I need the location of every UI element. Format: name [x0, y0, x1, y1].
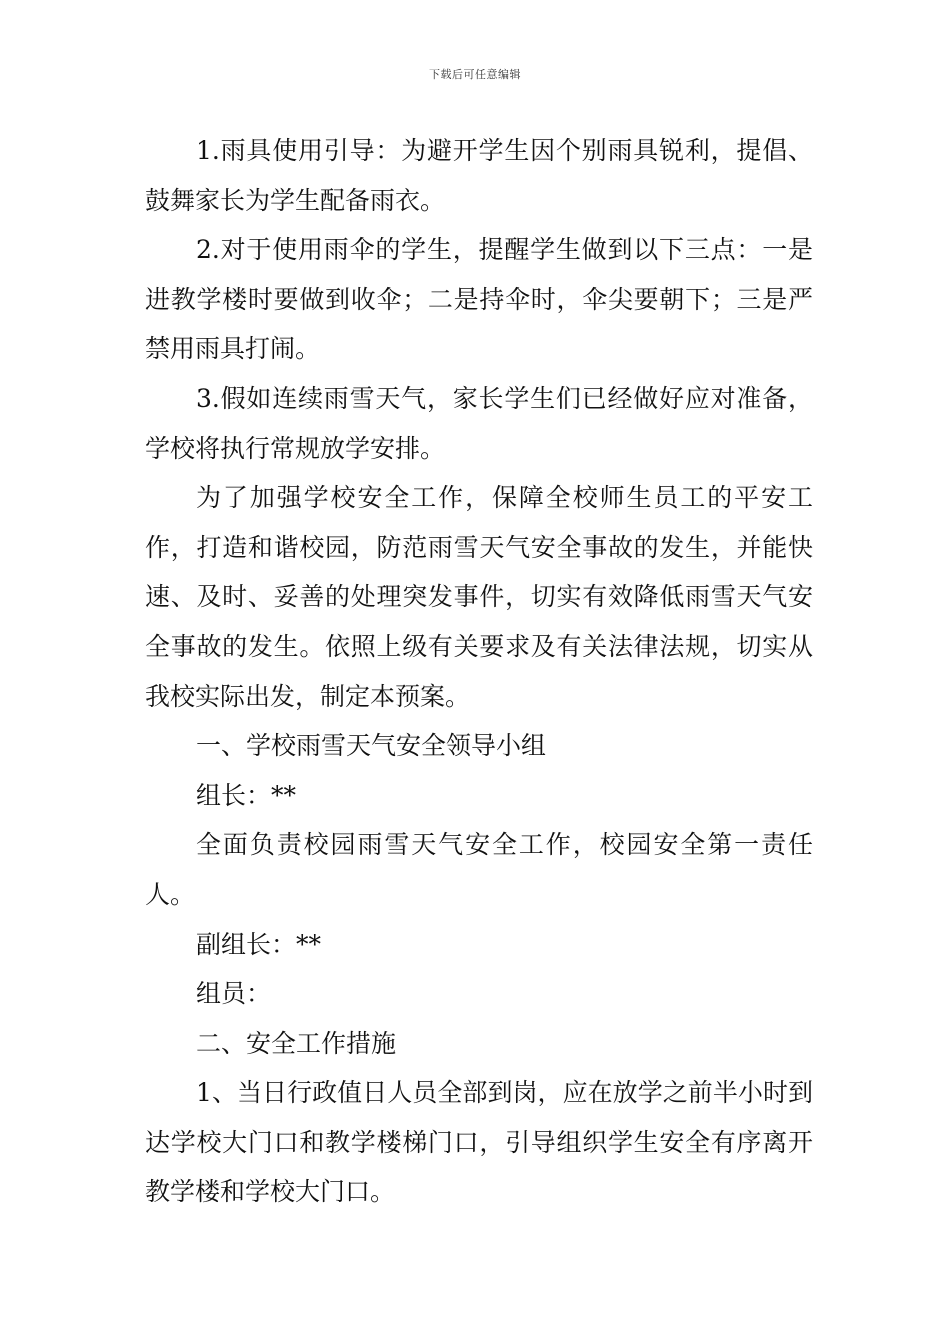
paragraph-leader-duty: 全面负责校园雨雪天气安全工作，校园安全第一责任人。 [145, 830, 813, 909]
paragraph-deputy-leader: 副组长：** [196, 929, 322, 959]
paragraph-group-leader: 组长：** [196, 780, 297, 810]
header-note: 下载后可任意编辑 [429, 68, 521, 81]
paragraph-plan-purpose: 为了加强学校安全工作，保障全校师生员工的平安工作，打造和谐校园，防范雨雪天气安全事故的发生，并能快速、及时、妥善的处理突发事件，切实有效降低雨雪天气安全事故的发生。依照上级有关要求及有关法律法规，切实从我校实际出发，制定本预案。 [145, 483, 813, 711]
paragraph-continuous-weather: 3.假如连续雨雪天气，家长学生们已经做好应对准备，学校将执行常规放学安排。 [145, 383, 813, 463]
paragraph-rain-gear-guidance: 1.雨具使用引导：为避开学生因个别雨具锐利，提倡、鼓舞家长为学生配备雨衣。 [145, 136, 813, 215]
section-heading-leadership-group: 一、学校雨雪天气安全领导小组 [196, 731, 547, 761]
paragraph-duty-staff: 1、当日行政值日人员全部到岗，应在放学之前半小时到达学校大门口和教学楼梯门口，引导组织学生安全有序离开教学楼和学校大门口。 [145, 1078, 813, 1207]
paragraph-umbrella-rules: 2.对于使用雨伞的学生，提醒学生做到以下三点：一是进教学楼时要做到收伞；二是持伞时，伞尖要朝下；三是严禁用雨具打闹。 [145, 235, 813, 364]
section-heading-safety-measures: 二、安全工作措施 [196, 1028, 397, 1058]
paragraph-members: 组员： [196, 979, 272, 1009]
document-body [145, 126, 813, 1217]
